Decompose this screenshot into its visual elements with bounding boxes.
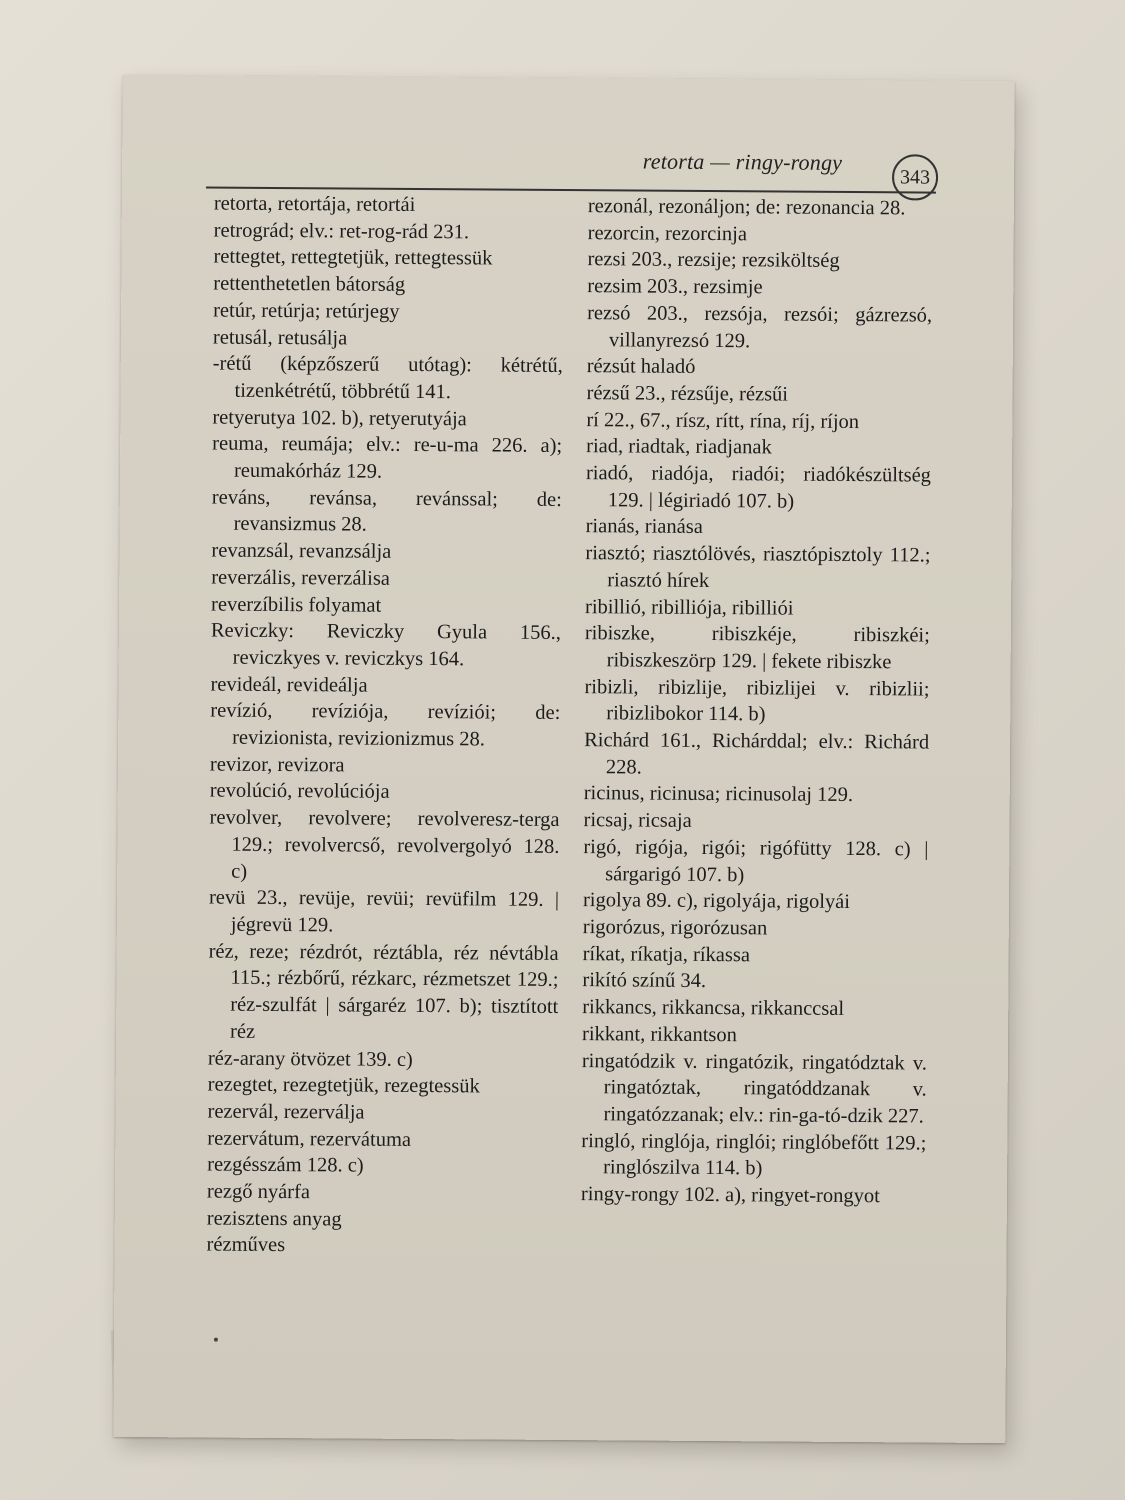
dictionary-entry: revideál, revideálja (210, 673, 368, 697)
dictionary-entry: riasztó; riasztólövés, riasztópisztoly 112.; riasztó hírek (585, 542, 931, 592)
dictionary-entry: revízió, revíziója, revíziói; de: revizionista, revizionizmus 28. (210, 699, 561, 751)
dictionary-entry: rianás, rianása (585, 515, 703, 539)
dictionary-entry: retusál, retusálja (212, 326, 348, 349)
dictionary-entry: retúr, retúrja; retúrjegy (213, 299, 400, 323)
dictionary-entry: rikító színű 34. (582, 969, 707, 993)
dictionary-entry: rézsút haladó (586, 355, 696, 379)
dictionary-entry: revü 23., revüje, revüi; revüfilm 129. | jégrevü 129. (208, 886, 560, 937)
dictionary-entry: rezervál, rezerválja (207, 1100, 365, 1124)
dictionary-entry: ricinus, ricinusa; ricinusolaj 129. (583, 782, 854, 807)
dictionary-page (113, 75, 1014, 1443)
dictionary-entry: reverzális, reverzálisa (211, 566, 391, 590)
dictionary-entry: rigolya 89. c), rigolyája, rigolyái (582, 889, 851, 914)
dictionary-entry: ribiszke, ribiszkéje, ribiszkéi; ribiszkeszörp 129. | fekete ribiszke (584, 622, 930, 674)
dictionary-entry: ringatódzik v. ringatózik, ringatództak v. ringatóztak, ringatóddzanak v. ringatózzanak; elv.: rin-ga-tó-dzik 227. (581, 1049, 927, 1128)
dictionary-entry: revolúció, revolúciója (209, 779, 390, 804)
dictionary-entry: ribillió, ribilliója, ribilliói (584, 595, 794, 620)
dictionary-entry: rezonál, rezonáljon; de: rezonancia 28. (587, 195, 906, 220)
dictionary-entry: réz-arany ötvözet 139. c) (207, 1047, 413, 1071)
dictionary-entry: rézműves (206, 1233, 286, 1257)
dictionary-entry: rettegtet, rettegtetjük, rettegtessük (213, 245, 493, 270)
dictionary-entry: rezgő nyárfa (206, 1180, 311, 1204)
dictionary-entry: rigorózus, rigorózusan (582, 916, 768, 940)
dictionary-entry: ríkat, ríkatja, ríkassa (582, 942, 751, 966)
dictionary-entry: ringy-rongy 102. a), ringyet-rongyot (580, 1183, 880, 1208)
dictionary-entry: ricsaj, ricsaja (583, 809, 692, 833)
dictionary-entry: rí 22., 67., rísz, rítt, rína, ríj, ríjon (586, 408, 860, 433)
dictionary-entry: rezorcin, rezorcinja (587, 221, 748, 245)
dictionary-entry: rezgésszám 128. c) (207, 1153, 364, 1177)
dictionary-entry: ringló, ringlója, ringlói; ringlóbefőtt 129.; ringlószilva 114. b) (581, 1129, 927, 1180)
dictionary-entry: rezervátum, rezervátuma (207, 1127, 412, 1151)
dictionary-entry: reuma, reumája; elv.: re-u-ma 226. a); reumakórház 129. (212, 432, 563, 483)
stray-mark (214, 1338, 218, 1342)
dictionary-entry: rezsi 203., rezsije; rezsiköltség (587, 248, 840, 273)
dictionary-entry: ribizli, ribizlije, ribizlijei v. ribizlii; ribizlibokor 114. b) (584, 675, 930, 726)
dictionary-entry: -rétű (képzőszerű utótag): kétrétű, tizenkétrétű, többrétű 141. (212, 352, 563, 404)
dictionary-entry: reverzíbilis folyamat (210, 593, 382, 617)
dictionary-entry: revizor, revizora (209, 753, 345, 777)
dictionary-entry: réz, reze; rézdrót, réztábla, réz névtábla 115.; rézbőrű, rézkarc, rézmetszet 129.; réz-szulfát | sárgaréz 107. b); tisztított réz (208, 940, 559, 1043)
dictionary-entry: rezsó 203., rezsója, rezsói; gázrezsó, villanyrezsó 129. (587, 301, 933, 352)
dictionary-entry: rettenthetetlen bátorság (213, 272, 406, 296)
dictionary-entry: Richárd 161., Richárddal; elv.: Richárd 228. (584, 729, 930, 779)
dictionary-entry: revolver, revolvere; revolveresz-terga 129.; revolvercső, revolvergolyó 128. c) (209, 806, 560, 883)
left-column (207, 191, 564, 1262)
dictionary-entry: rezegtet, rezegtetjük, rezegtessük (207, 1073, 480, 1098)
dictionary-entry: rezsim 203., rezsimje (587, 275, 763, 299)
page-number: 343 (892, 154, 938, 200)
dictionary-entry: riadó, riadója, riadói; riadókészültség 129. | légiriadó 107. b) (585, 462, 932, 513)
running-head-text: retorta — ringy-rongy (642, 148, 843, 175)
dictionary-entry: Reviczky: Reviczky Gyula 156., reviczkyes v. reviczkys 164. (210, 619, 561, 671)
dictionary-entry: rezisztens anyag (206, 1207, 342, 1231)
right-column (581, 193, 933, 1210)
dictionary-entry: rikkant, rikkantson (582, 1022, 738, 1047)
dictionary-entry: riad, riadtak, riadjanak (586, 435, 772, 459)
dictionary-entry: rigó, rigója, rigói; rigófütty 128. c) | sárgarigó 107. b) (583, 836, 929, 886)
dictionary-entry: rikkancs, rikkancsa, rikkanccsal (582, 996, 845, 1021)
dictionary-entry: retyerutya 102. b), retyerutyája (212, 406, 467, 430)
dictionary-entry: reváns, revánsa, revánssal; de: revansizmus 28. (211, 486, 562, 537)
running-head (202, 145, 942, 190)
dictionary-entry: retrográd; elv.: ret-rog-rád 231. (213, 219, 470, 244)
dictionary-entry: rézsű 23., rézsűje, rézsűi (586, 382, 789, 406)
dictionary-entry: retorta, retortája, retortái (213, 192, 416, 216)
dictionary-entry: revanzsál, revanzsálja (211, 539, 392, 563)
